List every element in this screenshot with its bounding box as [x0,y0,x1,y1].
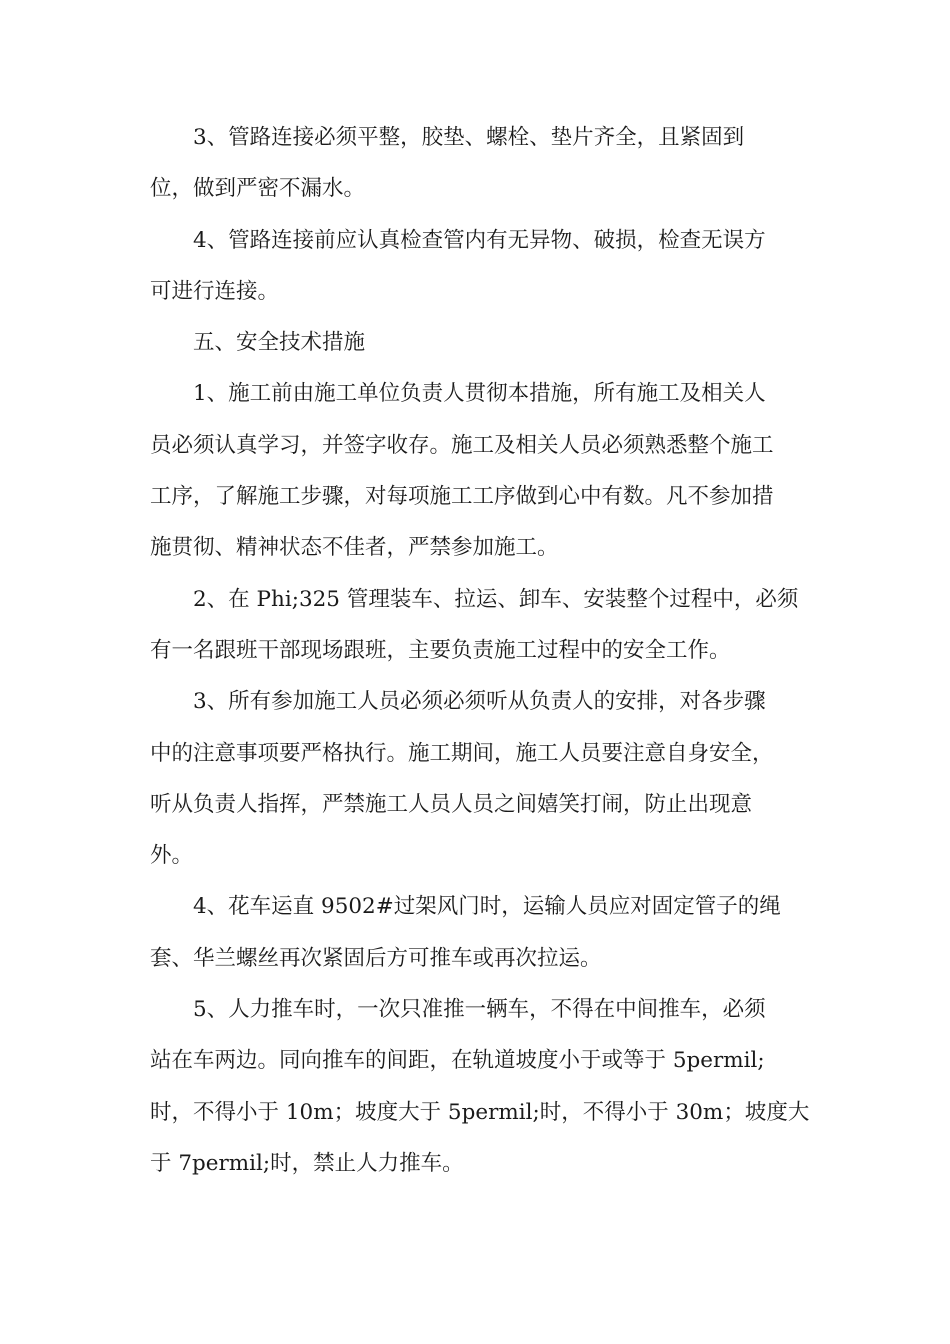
section-heading: 五、安全技术措施 [193,330,366,356]
paragraph-line: 时，不得小于 10m；坡度大于 5permil;时，不得小于 30m；坡度大 [150,1099,810,1125]
paragraph-line: 站在车两边。同向推车的间距，在轨道坡度小于或等于 5permil; [150,1048,765,1074]
paragraph-line: 有一名跟班干部现场跟班，主要负责施工过程中的安全工作。 [150,637,731,663]
paragraph-line: 套、华兰螺丝再次紧固后方可推车或再次拉运。 [150,945,602,971]
paragraph-line: 2、在 Phi;325 管理装车、拉运、卸车、安装整个过程中，必须 [193,586,799,612]
paragraph-line: 外。 [150,843,194,869]
paragraph-line: 于 7permil;时，禁止人力推车。 [150,1150,464,1176]
paragraph-line: 工序，了解施工步骤，对每项施工工序做到心中有数。凡不参加措 [150,484,774,510]
paragraph-line: 5、人力推车时，一次只准推一辆车，不得在中间推车，必须 [193,997,766,1023]
document-body [150,112,810,1189]
paragraph-line: 员必须认真学习，并签字收存。施工及相关人员必须熟悉整个施工 [150,432,774,458]
paragraph-line: 4、花车运直 9502#过架风门时，运输人员应对固定管子的绳 [193,894,781,920]
paragraph-line: 可进行连接。 [150,278,280,304]
paragraph-line: 施贯彻、精神状态不佳者，严禁参加施工。 [150,535,559,561]
paragraph-line: 听从负责人指挥，严禁施工人员人员之间嬉笑打闹，防止出现意 [150,791,753,817]
paragraph-line: 3、管路连接必须平整，胶垫、螺栓、垫片齐全，且紧固到 [193,125,745,150]
paragraph-line: 4、管路连接前应认真检查管内有无异物、破损，检查无误方 [193,227,766,253]
paragraph-line: 3、所有参加施工人员必须必须听从负责人的安排，对各步骤 [193,689,766,715]
paragraph-line: 1、施工前由施工单位负责人贯彻本措施，所有施工及相关人 [193,381,766,407]
paragraph-line: 位，做到严密不漏水。 [150,176,366,202]
paragraph-line: 中的注意事项要严格执行。施工期间，施工人员要注意自身安全， [150,740,774,766]
